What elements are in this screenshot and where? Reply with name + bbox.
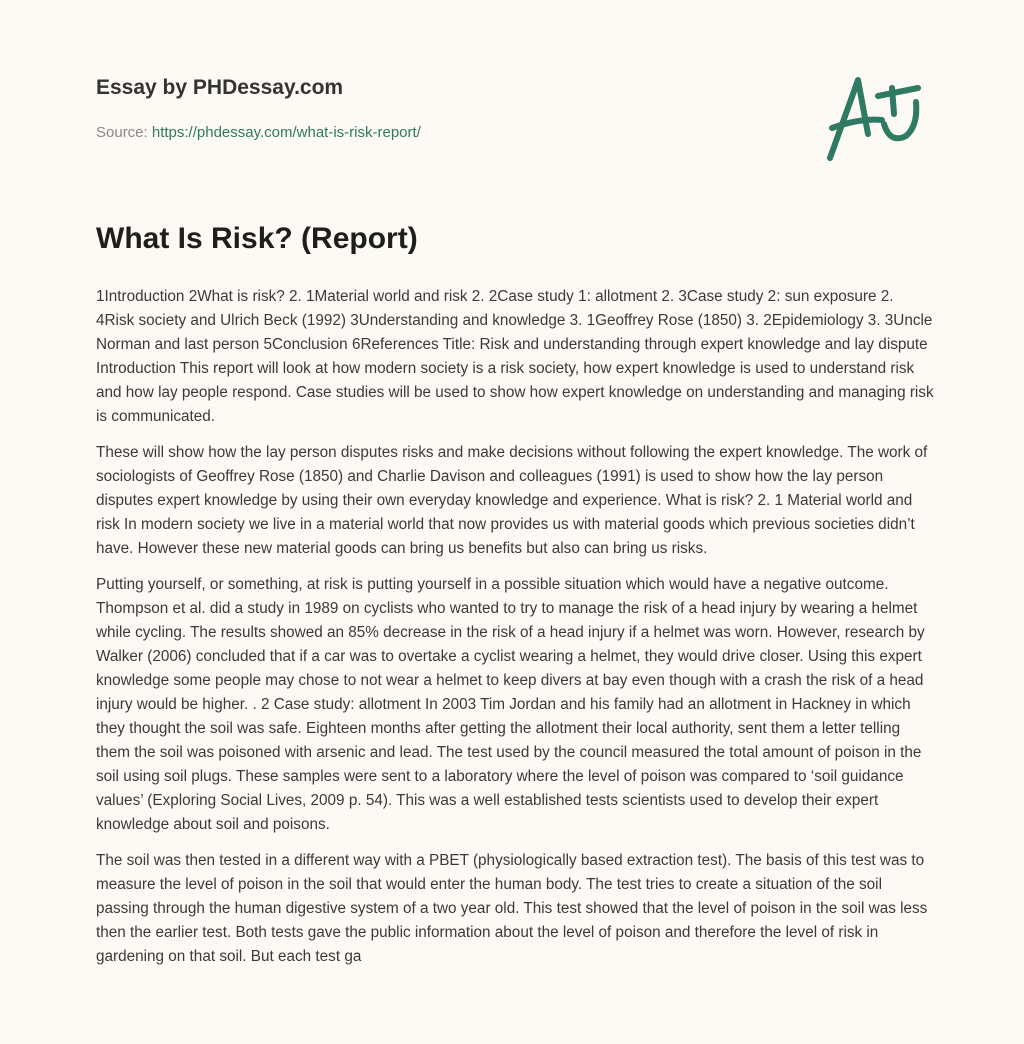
paragraph: These will show how the lay person disputes risks and make decisions without following the expert knowledge. The work of sociologists of Geoffrey Rose (1850) and Charlie Davison and colleagues (1991) is used to show how the lay person disputes expert knowledge by using their own everyday knowledge and experience. What is risk? 2. 1 Material world and risk In modern society we live in a material world that now provides us with material goods which previous societies didn’t have. However these new material goods can bring us benefits but also can bring us risks. (96, 444, 928, 557)
source-label: Source: (96, 124, 148, 141)
paragraph: 1Introduction 2What is risk? 2. 1Material world and risk 2. 2Case study 1: allotment 2. 3Case study 2: sun exposure 2. 4Risk society and Ulrich Beck (1992) 3Understanding and knowledge 3. 1Geoffrey Rose (1850) 3. 2Epidemiology 3. 3Uncle Norman and last person 5Conclusion 6References Title: Risk and understanding through expert knowledge and lay dispute Introduction This report will look at how modern society is a risk society, how expert knowledge is used to understand risk and how lay people respond. Case studies will be used to show how expert knowledge on understanding and managing risk is communicated. (96, 288, 934, 425)
paragraph: The soil was then tested in a different way with a PBET (physiologically based extraction test). The basis of this test was to measure the level of poison in the soil that would enter the human body. The test tries to create a situation of the soil passing through the human digestive system of a two year old. This test showed that the level of poison in the soil was less then the earlier test. Both tests gave the public information about the level of poison and therefore the level of risk in gardening on that soil. But each test ga (96, 852, 928, 965)
page-title: What Is Risk? (Report) (96, 222, 418, 255)
essay-body (96, 285, 934, 981)
a-plus-logo-icon (820, 66, 930, 166)
source-line (96, 124, 421, 141)
paragraph: Putting yourself, or something, at risk is putting yourself in a possible situation which would have a negative outcome. Thompson et al. did a study in 1989 on cyclists who wanted to try to manage the risk of a head injury by wearing a helmet while cycling. The results showed an 85% decrease in the risk of a head injury if a helmet was worn. However, research by Walker (2006) concluded that if a car was to overtake a cyclist wearing a helmet, they would drive closer. Using this expert knowledge some people may chose to not wear a helmet to keep divers at bay even though with a crash the risk of a head injury would be higher. . 2 Case study: allotment In 2003 Tim Jordan and his family had an allotment in Hackney in which they thought the soil was safe. Eighteen months after getting the allotment their local authority, sent them a letter telling them the soil was poisoned with arsenic and lead. The test used by the council measured the total amount of poison in the soil using soil plugs. These samples were sent to a laboratory where the level of poison was compared to ‘soil guidance values’ (Exploring Social Lives, 2009 p. 54). This was a well established tests scientists used to develop their expert knowledge about soil and poisons. (96, 576, 925, 833)
site-brand: Essay by PHDessay.com (96, 76, 344, 99)
source-link[interactable]: https://phdessay.com/what-is-risk-report/ (151, 124, 421, 141)
